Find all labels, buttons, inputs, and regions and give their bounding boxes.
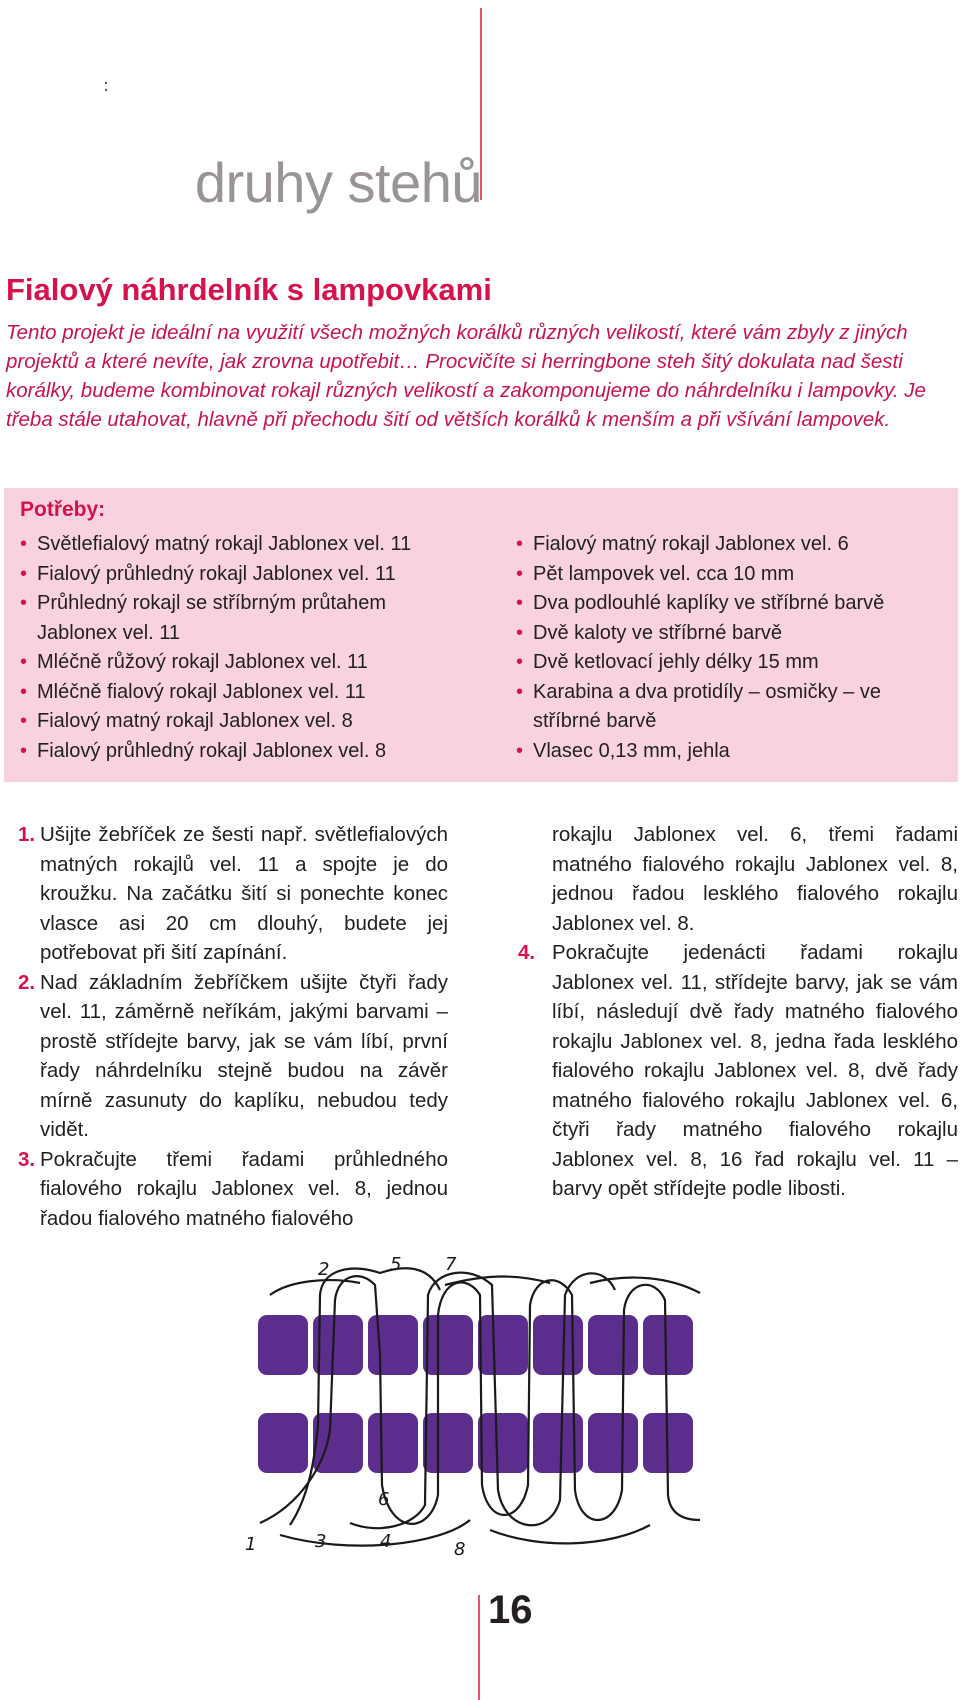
supply-item-text: Dva podlouhlé kaplíky ve stříbrné barvě bbox=[533, 592, 885, 614]
bullet-icon: • bbox=[516, 533, 524, 555]
step-number: 1. bbox=[18, 823, 36, 846]
thread-line bbox=[290, 1268, 440, 1525]
bullet-icon: • bbox=[516, 651, 524, 673]
supply-item-text: Dvě kaloty ve stříbrné barvě bbox=[533, 621, 782, 644]
bead bbox=[588, 1413, 638, 1473]
supply-item bbox=[20, 737, 460, 767]
bullet-icon: • bbox=[20, 651, 28, 673]
bullet-icon: • bbox=[20, 710, 28, 732]
bead-grid bbox=[258, 1315, 693, 1473]
supply-item bbox=[516, 678, 903, 737]
step-item bbox=[18, 820, 448, 968]
supply-item-text: Světlefialový matný rokajl Jablonex vel. 11 bbox=[37, 533, 412, 555]
bead bbox=[643, 1315, 693, 1375]
diagram-label: 8 bbox=[454, 1539, 466, 1560]
supply-item-text: Mléčně růžový rokajl Jablonex vel. 11 bbox=[37, 651, 368, 673]
bead bbox=[368, 1413, 418, 1473]
bead bbox=[423, 1413, 473, 1473]
step-item bbox=[18, 1145, 448, 1234]
steps-column-left bbox=[18, 820, 448, 1233]
supply-item bbox=[20, 678, 460, 708]
supplies-list-left bbox=[20, 530, 460, 766]
diagram-label: 1 bbox=[245, 1534, 257, 1555]
supply-item-text: Pět lampovek vel. cca 10 mm bbox=[533, 562, 795, 585]
diagram-label: 7 bbox=[445, 1255, 457, 1275]
step-item bbox=[18, 968, 448, 1145]
bullet-icon: • bbox=[516, 592, 524, 614]
project-intro: Tento projekt je ideální na využití všech možných korálků různých velikostí, které vám zbyly z jiných projektů a které nevíte, jak zrovna upotřebit… Procvičíte si herringbone steh šitý dokulata nad šesti korálky, budeme kombinovat rokajl různých velikostí a zakomponujeme do náhrdelníku i lampovky. Je třeba stále utahovat, hlavně při přechodu šití od větších korálků k menším a při všívání lampovek. bbox=[6, 321, 926, 431]
step-text: Nad základním žebříčkem ušijte čtyři řady vel. 11, záměrně neříkám, jakými barvami – prostě střídejte barvy, jak se vám líbí, první řady náhrdelníku stejně budou na závěr mírně zasunuty do kaplíku, nebudou tedy vidět. bbox=[40, 970, 448, 1141]
supply-item-text: Fialový průhledný rokajl Jablonex vel. 8 bbox=[37, 739, 387, 762]
step-number: 4. bbox=[518, 941, 536, 964]
supply-item bbox=[516, 619, 936, 649]
bullet-icon: • bbox=[20, 592, 28, 614]
diagram-label: 5 bbox=[390, 1255, 402, 1275]
bead bbox=[258, 1413, 308, 1473]
supply-item bbox=[516, 737, 936, 767]
bottom-vertical-rule bbox=[478, 1595, 480, 1700]
header-colon: : bbox=[103, 75, 110, 96]
bullet-icon: • bbox=[20, 533, 28, 555]
step-continuation bbox=[518, 820, 958, 938]
bullet-icon: • bbox=[516, 680, 524, 703]
bullet-icon: • bbox=[20, 739, 28, 762]
diagram-label: 3 bbox=[315, 1531, 327, 1552]
steps-column-right bbox=[518, 820, 958, 1204]
bullet-icon: • bbox=[20, 680, 28, 703]
supply-item-text: Karabina a dva protidíly – osmičky – ve stříbrné barvě bbox=[533, 680, 881, 732]
supplies-heading: Potřeby: bbox=[20, 498, 106, 521]
bead bbox=[423, 1315, 473, 1375]
supply-item bbox=[20, 707, 460, 737]
supplies-panel bbox=[4, 488, 958, 782]
step-number: 3. bbox=[18, 1147, 36, 1171]
supply-item-text: Fialový průhledný rokajl Jablonex vel. 11 bbox=[37, 562, 396, 585]
supplies-list-right bbox=[516, 530, 936, 766]
supply-item bbox=[516, 530, 936, 560]
supply-item bbox=[20, 589, 437, 648]
bullet-icon: • bbox=[516, 562, 524, 585]
diagram-label: 4 bbox=[380, 1531, 392, 1552]
step-number: 2. bbox=[18, 970, 36, 994]
step-text: rokajlu Jablonex vel. 6, třemi řadami matného fialového rokajlu Jablonex vel. 8, jednou řadou lesklého fialového rokajlu Jablonex vel. 8. bbox=[552, 823, 958, 935]
supply-item-text: Dvě ketlovací jehly délky 15 mm bbox=[533, 651, 819, 673]
thread-path bbox=[260, 1268, 700, 1545]
step-item bbox=[518, 938, 958, 1204]
supply-item bbox=[516, 589, 936, 619]
bead bbox=[368, 1315, 418, 1375]
bead bbox=[478, 1413, 528, 1473]
supply-item-text: Fialový matný rokajl Jablonex vel. 8 bbox=[37, 710, 353, 732]
step-text: Pokračujte jedenácti řadami rokajlu Jablonex vel. 11, střídejte barvy, jak se vám líbí, následují dvě řady matného fialového rokajlu Jablonex vel. 8, jedna řada lesklého fialového rokajlu Jablonex vel. 8, dvě řady matného fialového rokajlu Jablonex vel. 6, čtyři řady matného fialového rokajlu Jablonex vel. 8, 16 řad rokajlu vel. 11 – barvy opět střídejte podle libosti. bbox=[552, 941, 958, 1200]
section-title: druhy stehů bbox=[194, 151, 482, 214]
supply-item bbox=[516, 648, 936, 678]
diagram-label: 6 bbox=[378, 1489, 390, 1510]
supply-item-text: Fialový matný rokajl Jablonex vel. 6 bbox=[533, 533, 849, 555]
bead bbox=[478, 1315, 528, 1375]
supply-item-text: Mléčně fialový rokajl Jablonex vel. 11 bbox=[37, 680, 366, 703]
supply-item-text: Vlasec 0,13 mm, jehla bbox=[533, 739, 730, 762]
stitch-diagram bbox=[230, 1255, 720, 1560]
supply-item-text: Průhledný rokajl se stříbrným průtahem Jablonex vel. 11 bbox=[37, 592, 387, 644]
bead bbox=[258, 1315, 308, 1375]
step-text: Pokračujte třemi řadami průhledného fialového rokajlu Jablonex vel. 8, jednou řadou fialového matného fialového bbox=[40, 1147, 448, 1230]
page-number: 16 bbox=[488, 1588, 533, 1632]
bead bbox=[588, 1315, 638, 1375]
bead bbox=[533, 1315, 583, 1375]
supply-item bbox=[20, 648, 460, 678]
project-title: Fialový náhrdelník s lampovkami bbox=[6, 272, 492, 307]
step-text: Ušijte žebříček ze šesti např. světlefialových matných rokajlů vel. 11 a spojte je do kroužku. Na začátku šití si ponechte konec vlasce asi 20 cm dlouhý, budete jej potřebovat při šití zapínání. bbox=[40, 823, 448, 964]
bullet-icon: • bbox=[516, 621, 524, 644]
thread-line bbox=[260, 1276, 700, 1524]
diagram-label: 2 bbox=[318, 1259, 330, 1280]
supply-item bbox=[20, 530, 460, 560]
supply-item bbox=[20, 560, 460, 590]
supply-item bbox=[516, 560, 936, 590]
bullet-icon: • bbox=[20, 562, 28, 585]
bullet-icon: • bbox=[516, 739, 524, 762]
